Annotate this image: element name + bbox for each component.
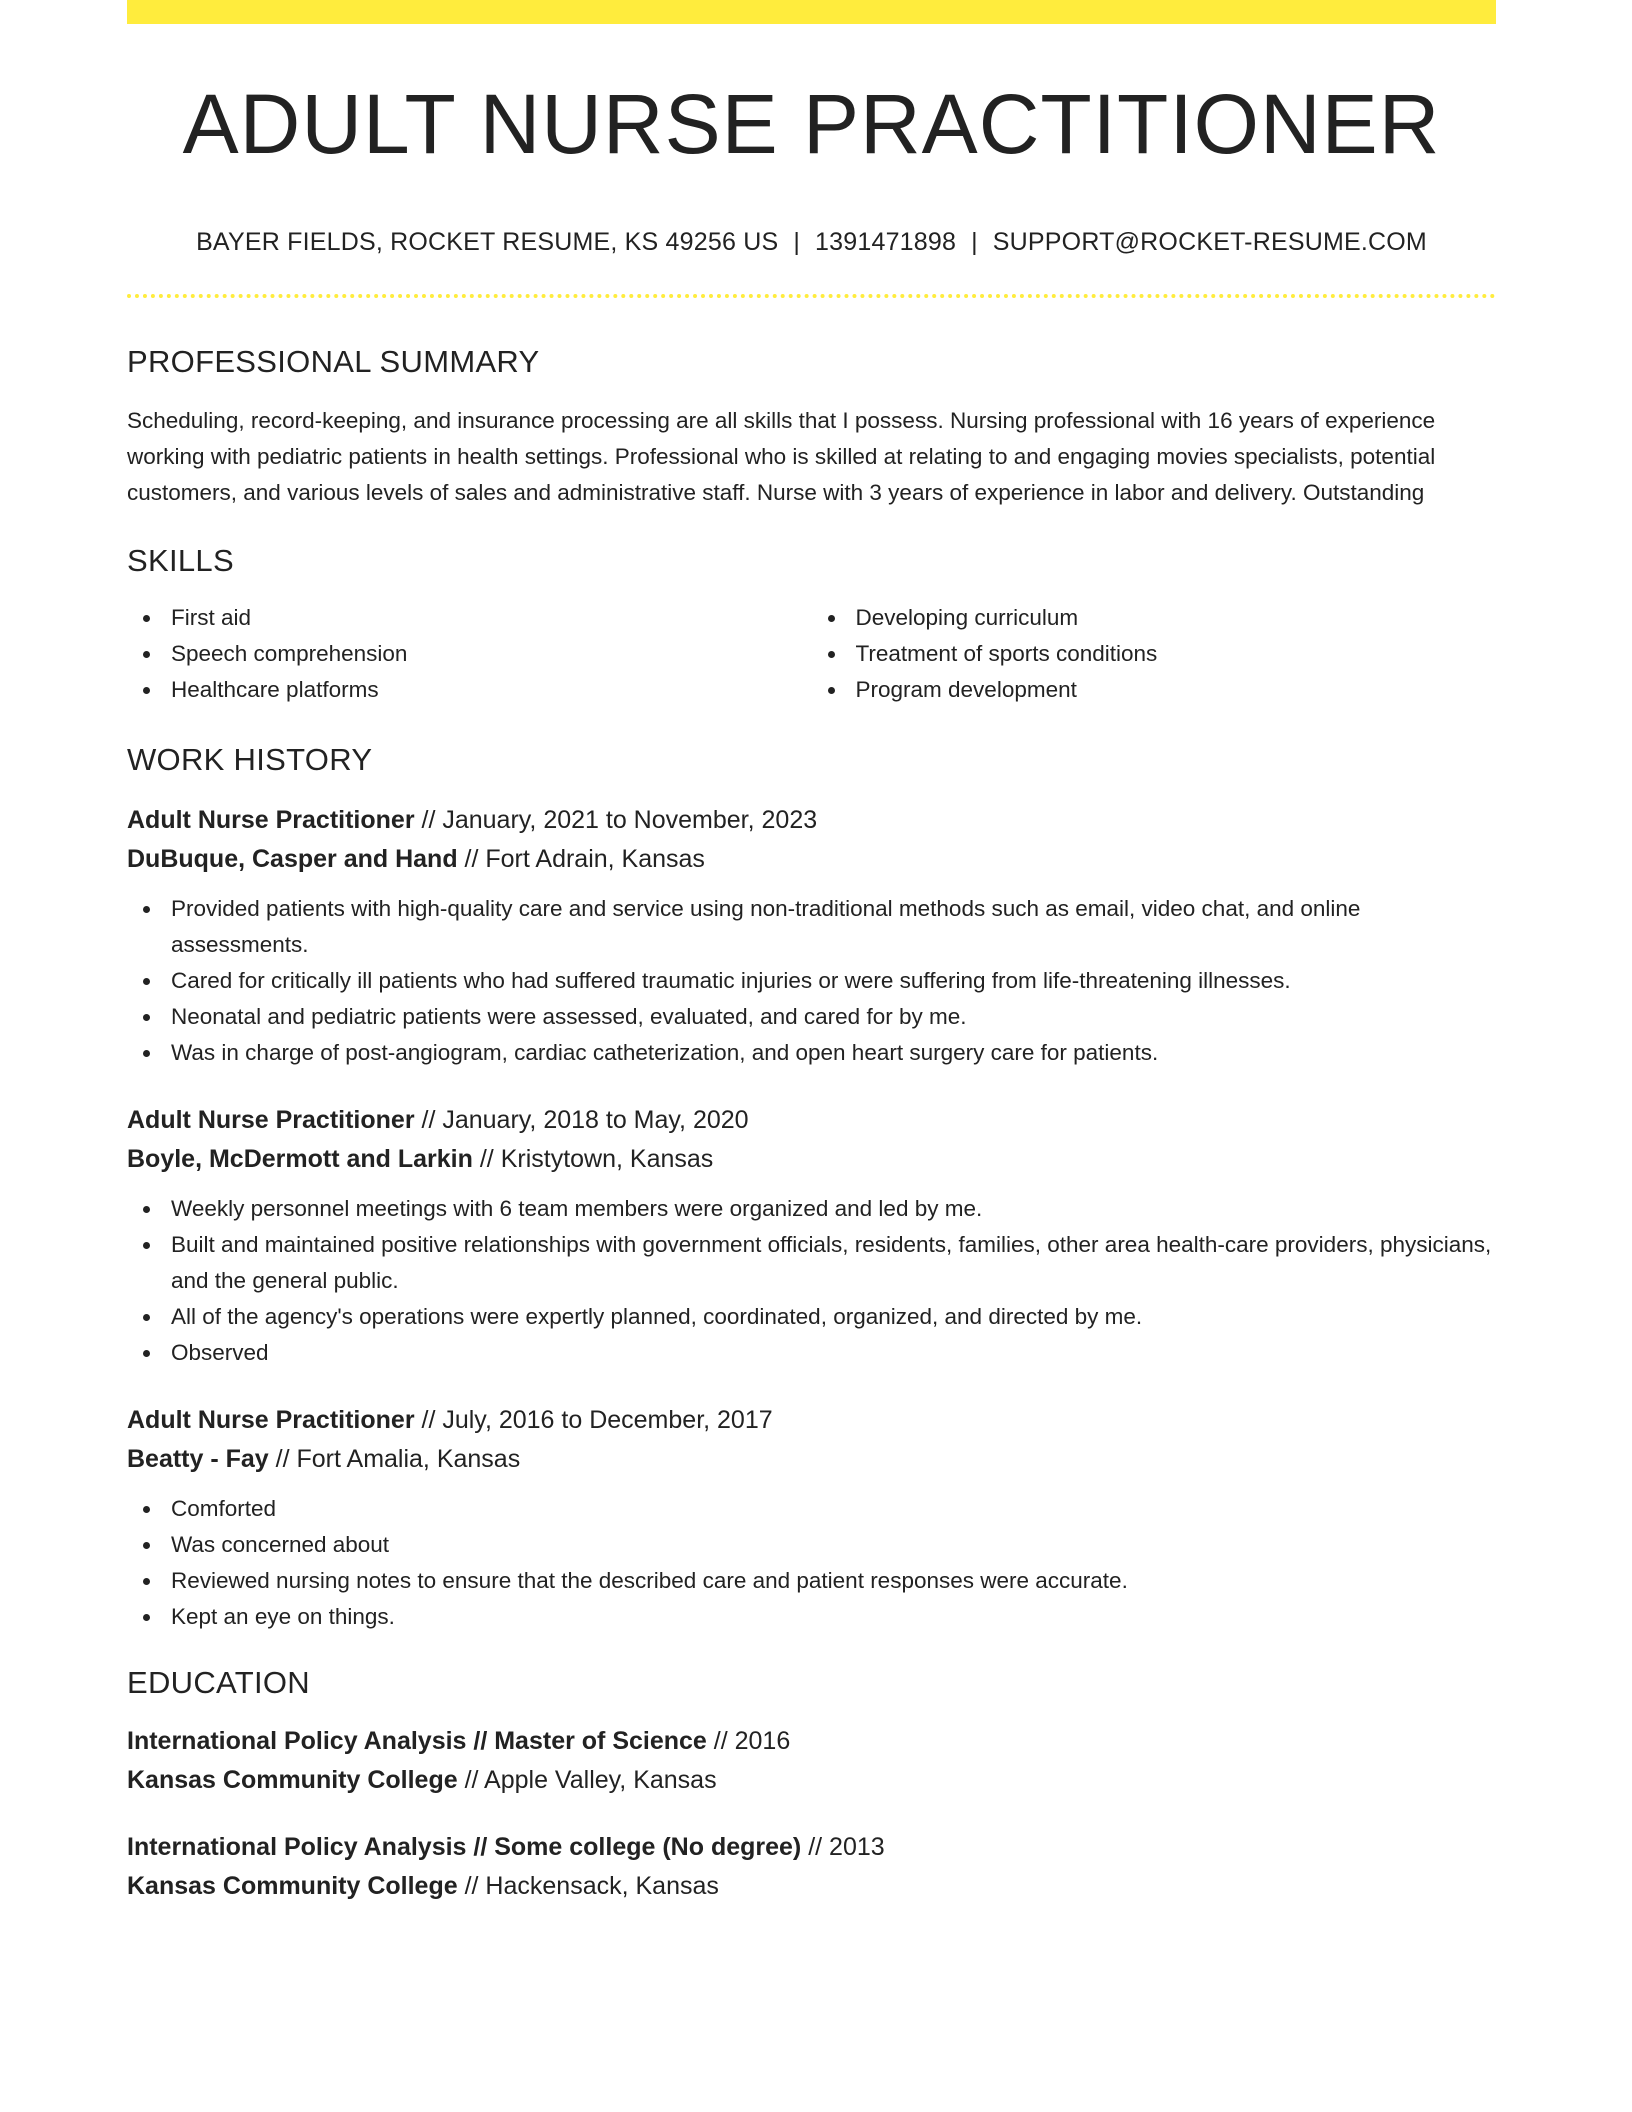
skill-item: Program development <box>812 672 1497 708</box>
job-duty: Cared for critically ill patients who had suffered traumatic injuries or were suffering from life-threatening illnesses. <box>127 963 1496 999</box>
job-duty: All of the agency's operations were expertly planned, coordinated, organized, and directed by me. <box>127 1299 1496 1335</box>
skill-item: Healthcare platforms <box>127 672 812 708</box>
job-entry <box>127 1401 1496 1635</box>
job-company-line <box>127 1140 1496 1179</box>
skills-list <box>127 600 1496 708</box>
job-duty: Reviewed nursing notes to ensure that the described care and patient responses were accurate. <box>127 1563 1496 1599</box>
job-entry <box>127 1101 1496 1371</box>
contact-separator: | <box>971 228 978 256</box>
job-role: Adult Nurse Practitioner <box>127 1406 415 1434</box>
job-company: Beatty - Fay <box>127 1445 269 1473</box>
summary-heading: PROFESSIONAL SUMMARY <box>127 344 540 379</box>
job-duty: Observed <box>127 1335 1496 1371</box>
education-entry <box>127 1722 1496 1800</box>
job-company-line <box>127 840 1496 879</box>
job-duties <box>127 891 1496 1071</box>
skill-item: Treatment of sports conditions <box>812 636 1497 672</box>
skills-column-right <box>812 600 1497 708</box>
job-entry <box>127 801 1496 1071</box>
education-degree-line <box>127 1828 1496 1867</box>
education-school-line <box>127 1761 1496 1800</box>
contact-address: BAYER FIELDS, ROCKET RESUME, KS 49256 US <box>196 228 779 256</box>
job-duty: Weekly personnel meetings with 6 team members were organized and led by me. <box>127 1191 1496 1227</box>
education-entry <box>127 1828 1496 1906</box>
job-location: // Kristytown, Kansas <box>472 1145 714 1173</box>
job-duty: Was concerned about <box>127 1527 1496 1563</box>
job-dates: // January, 2018 to May, 2020 <box>414 1106 749 1134</box>
accent-bar <box>127 0 1496 24</box>
job-company-line <box>127 1440 1496 1479</box>
education-degree: International Policy Analysis // Master of Science <box>127 1727 707 1755</box>
job-title-line <box>127 1401 1496 1440</box>
education-degree: International Policy Analysis // Some college (No degree) <box>127 1833 802 1861</box>
education-school: Kansas Community College <box>127 1872 458 1900</box>
job-role: Adult Nurse Practitioner <box>127 1106 415 1134</box>
contact-email[interactable]: SUPPORT@ROCKET-RESUME.COM <box>992 228 1427 256</box>
job-dates: // January, 2021 to November, 2023 <box>414 806 818 834</box>
dotted-divider <box>127 294 1496 298</box>
job-dates: // July, 2016 to December, 2017 <box>414 1406 773 1434</box>
skill-item: First aid <box>127 600 812 636</box>
job-duties <box>127 1191 1496 1371</box>
skills-heading: SKILLS <box>127 543 234 578</box>
education-school-line <box>127 1867 1496 1906</box>
job-duty: Built and maintained positive relationships with government officials, residents, families, other area health-care providers, physicians, and the general public. <box>127 1227 1496 1299</box>
education-year: // 2013 <box>801 1833 885 1861</box>
job-duty: Was in charge of post-angiogram, cardiac catheterization, and open heart surgery care for patients. <box>127 1035 1496 1071</box>
job-location: // Fort Adrain, Kansas <box>457 845 705 873</box>
education-location: // Hackensack, Kansas <box>457 1872 719 1900</box>
job-duty: Provided patients with high-quality care and service using non-traditional methods such as email, video chat, and online assessments. <box>127 891 1496 963</box>
work-history-heading: WORK HISTORY <box>127 742 373 777</box>
summary-text: Scheduling, record-keeping, and insurance processing are all skills that I possess. Nursing professional with 16 years of experience working with pediatric patients in health settings. Professional who is skilled at relating to and engaging movies specialists, potential customers, and various levels of sales and administrative staff. Nurse with 3 years of experience in labor and delivery. Outstanding <box>127 408 1436 505</box>
contact-info <box>127 230 1496 255</box>
education-year: // 2016 <box>706 1727 791 1755</box>
job-company: Boyle, McDermott and Larkin <box>127 1145 473 1173</box>
job-duty: Comforted <box>127 1491 1496 1527</box>
job-duties <box>127 1491 1496 1635</box>
contact-phone[interactable]: 1391471898 <box>815 228 957 256</box>
job-title-line <box>127 801 1496 840</box>
education-location: // Apple Valley, Kansas <box>457 1766 717 1794</box>
education-degree-line <box>127 1722 1496 1761</box>
skill-item: Speech comprehension <box>127 636 812 672</box>
skills-column-left <box>127 600 812 708</box>
education-heading: EDUCATION <box>127 1665 310 1700</box>
contact-separator: | <box>793 228 801 256</box>
job-role: Adult Nurse Practitioner <box>127 806 415 834</box>
skill-item: Developing curriculum <box>812 600 1497 636</box>
job-location: // Fort Amalia, Kansas <box>268 1445 521 1473</box>
job-duty: Neonatal and pediatric patients were assessed, evaluated, and cared for by me. <box>127 999 1496 1035</box>
job-duty: Kept an eye on things. <box>127 1599 1496 1635</box>
job-title-line <box>127 1101 1496 1140</box>
education-school: Kansas Community College <box>127 1766 458 1794</box>
resume-page <box>127 0 1496 1906</box>
job-company: DuBuque, Casper and Hand <box>127 845 458 873</box>
resume-title: ADULT NURSE PRACTITIONER <box>182 77 1441 171</box>
